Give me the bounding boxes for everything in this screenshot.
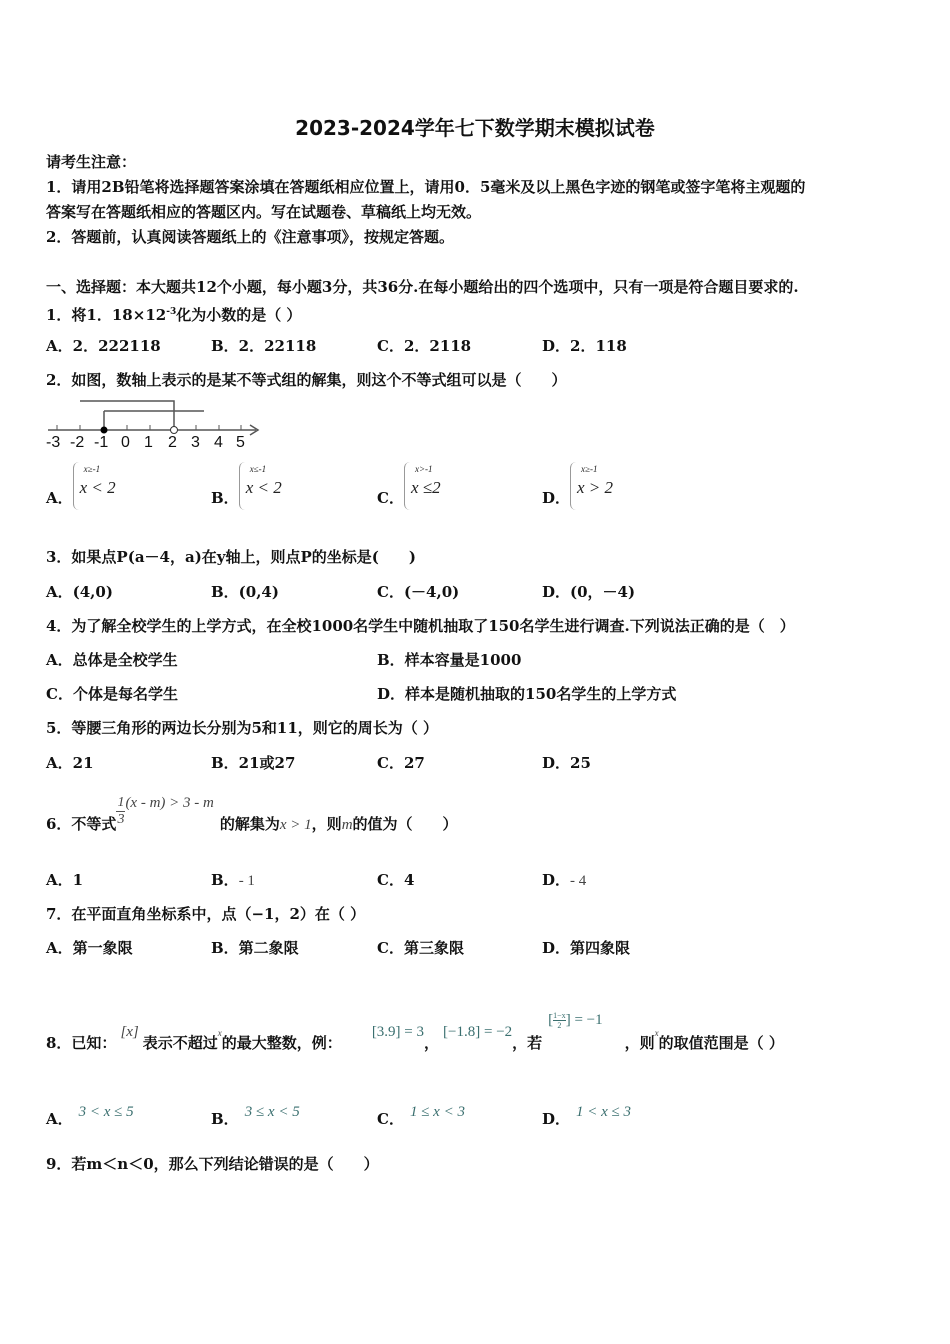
option: C．(－4,0) <box>377 583 460 601</box>
option-letter: C． <box>377 489 404 507</box>
inequality-system <box>570 462 633 510</box>
notice-line: 1．请用2B铅笔将选择题答案涂填在答题纸相应位置上，请用0．5毫米及以上黑色字迹的钢笔或签字笔将主观题的 <box>46 178 806 196</box>
notice-line: 2．答题前，认真阅读答题纸上的《注意事项》，按规定答题。 <box>46 228 454 246</box>
q-text: ， <box>424 1034 440 1052</box>
q-text: 6．不等式 <box>46 815 117 833</box>
ineq: x>-1 <box>414 464 433 474</box>
ineq: x < 2 <box>79 478 116 497</box>
tick-label: -1 <box>94 434 109 451</box>
option <box>46 1102 134 1129</box>
option-letter: A． <box>46 1110 73 1128</box>
tick-label: 5 <box>236 434 245 451</box>
q-text: 8．已知： <box>46 1034 117 1052</box>
option-letter: C． <box>377 1110 404 1128</box>
expression: (x - m) > 3 - m <box>125 795 214 811</box>
option-letter: D． <box>542 489 571 507</box>
open-dot <box>171 427 178 434</box>
option-value: 1 <box>72 871 84 889</box>
q-text: 的解集为 <box>219 815 280 833</box>
option: D．样本是随机抽取的150名学生的上学方式 <box>377 685 677 703</box>
option: A．2．222118 <box>46 337 161 355</box>
option-letter: C． <box>377 871 404 889</box>
option-value: - 1 <box>238 873 255 889</box>
denominator: 3 <box>117 811 125 827</box>
option: A．21 <box>46 754 94 772</box>
ineq: x≥-1 <box>581 464 598 474</box>
question-2: 2．如图，数轴上表示的是某不等式组的解集，则这个不等式组可以是（ ） <box>46 371 567 389</box>
option-letter: A． <box>46 489 73 507</box>
denominator: 2 <box>557 1021 562 1031</box>
question-9: 9．若m＜n＜0，那么下列结论错误的是（ ） <box>46 1155 379 1173</box>
option: D．第四象限 <box>542 939 631 957</box>
expression: [3.9] = 3 <box>371 1024 425 1040</box>
option: A．(4,0) <box>46 583 113 601</box>
option <box>377 870 414 890</box>
option-value: 3 < x ≤ 5 <box>78 1104 134 1120</box>
tick-label: -2 <box>70 434 85 451</box>
option: B．(0,4) <box>211 583 279 601</box>
inequality-system <box>73 462 136 510</box>
q-text: 的取值范围是（ ） <box>658 1034 784 1052</box>
option: D．2．118 <box>542 337 627 355</box>
numerator: 1 <box>117 794 125 810</box>
option: B．2．22118 <box>211 337 317 355</box>
option: C．2．2118 <box>377 337 472 355</box>
option: C．27 <box>377 754 425 772</box>
variable: x <box>654 1028 659 1038</box>
option <box>542 1102 631 1129</box>
option <box>211 1102 300 1129</box>
ineq: x > 2 <box>577 478 614 497</box>
inequality-system <box>239 462 302 510</box>
notice-line: 答案写在答题纸相应的答题区内。写在试题卷、草稿纸上均无效。 <box>46 203 482 221</box>
option: D．25 <box>542 754 591 772</box>
option: D．(0，－4) <box>542 583 636 601</box>
ineq: x≤-1 <box>249 464 267 474</box>
option-value: 3 ≤ x < 5 <box>244 1104 300 1120</box>
option-letter: B． <box>211 489 239 507</box>
q-text: ，则 <box>624 1034 655 1052</box>
q-text: 1．将1．18×12 <box>46 306 167 324</box>
question-7: 7．在平面直角坐标系中，点（−1，2）在（ ） <box>46 905 366 923</box>
question-4: 4．为了解全校学生的上学方式，在全校1000名学生中随机抽取了150名学生进行调查.下列说法正确的是（ ） <box>46 617 795 635</box>
solution-brackets <box>80 401 204 430</box>
variable: x <box>217 1028 222 1038</box>
section-heading: 一、选择题：本大题共12个小题，每小题3分，共36分.在每小题给出的四个选项中，只有一项是符合题目要求的. <box>46 278 799 296</box>
option-letter: B． <box>211 871 239 889</box>
option: C．个体是每名学生 <box>46 685 178 703</box>
notice-heading: 请考生注意： <box>46 153 137 171</box>
expression: x > 1 <box>279 817 312 833</box>
q-text: 的值为（ ） <box>352 815 458 833</box>
option <box>542 870 586 891</box>
option: C．第三象限 <box>377 939 464 957</box>
option: B．样本容量是1000 <box>377 651 522 669</box>
page-title: 2023-2024学年七下数学期末模拟试卷 <box>295 116 655 140</box>
option <box>377 462 467 510</box>
exponent: -3 <box>166 307 177 317</box>
q-text: 表示不超过 <box>142 1034 218 1052</box>
q-text: 化为小数的是（ ） <box>176 306 302 324</box>
option: A．第一象限 <box>46 939 133 957</box>
tick-label: 4 <box>214 434 223 451</box>
question-6 <box>46 790 458 838</box>
option: B．第二象限 <box>211 939 299 957</box>
question-5: 5．等腰三角形的两边长分别为5和11，则它的周长为（ ） <box>46 719 438 737</box>
inequality-system <box>404 462 467 510</box>
question-1 <box>46 302 301 325</box>
closed-dot <box>101 427 108 434</box>
expression: [x] <box>120 1024 139 1040</box>
q-text: ，若 <box>512 1034 543 1052</box>
numerator: 1−x <box>553 1011 566 1021</box>
tick-label: -3 <box>46 434 61 451</box>
option <box>46 462 136 510</box>
option-value: 4 <box>403 871 415 889</box>
tick-label: 1 <box>144 434 153 451</box>
tick-label: 0 <box>121 434 130 451</box>
option: A．总体是全校学生 <box>46 651 178 669</box>
tick-label: 2 <box>168 434 177 451</box>
ineq: x ≤2 <box>410 478 441 497</box>
option <box>542 462 633 510</box>
option-letter: B． <box>211 1110 239 1128</box>
option <box>46 870 83 890</box>
tick-label: 3 <box>191 434 200 451</box>
q-text: ，则 <box>311 815 342 833</box>
option-letter: D． <box>542 1110 571 1128</box>
question-3: 3．如果点P(a－4，a)在y轴上，则点P的坐标是( ) <box>46 548 416 566</box>
option-value: 1 < x ≤ 3 <box>576 1104 632 1120</box>
ineq: x < 2 <box>245 478 282 497</box>
option <box>211 462 302 510</box>
question-8 <box>46 1010 784 1053</box>
rhs: = −1 <box>574 1012 603 1028</box>
option <box>211 870 255 891</box>
expression: [−1.8] = −2 <box>443 1024 513 1040</box>
option <box>377 1102 465 1129</box>
variable: m <box>341 817 353 833</box>
ineq: x≥-1 <box>83 464 101 474</box>
option-letter: D． <box>542 871 571 889</box>
q-text: 的最大整数，例： <box>221 1034 342 1052</box>
option-value: 1 ≤ x < 3 <box>409 1104 465 1120</box>
option: B．21或27 <box>211 754 296 772</box>
option-letter: A． <box>46 871 73 889</box>
option-value: - 4 <box>570 873 587 889</box>
floor-equation: [ $\frac{1-x}{2}$ ] = −1 <box>548 1011 603 1031</box>
